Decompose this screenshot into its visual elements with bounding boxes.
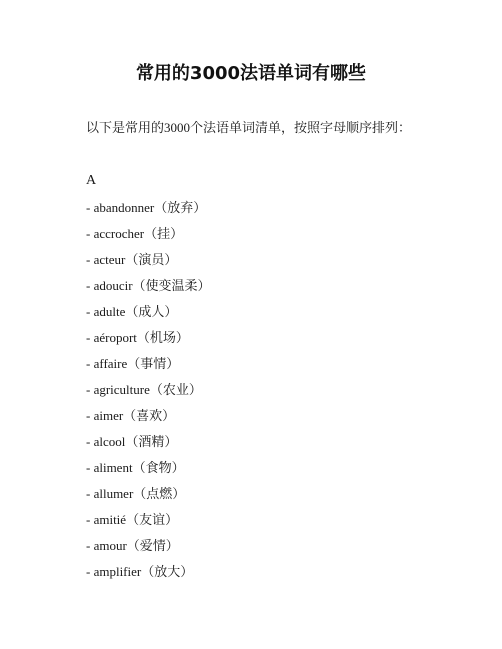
list-item: - aliment（食物）: [86, 460, 185, 475]
list-item: - acteur（演员）: [86, 252, 178, 267]
list-item: - allumer（点燃）: [86, 486, 186, 501]
word-list: [86, 199, 211, 589]
list-item: - alcool（酒精）: [86, 434, 178, 449]
list-item: - amplifier（放大）: [86, 564, 194, 579]
list-item: - amitié（友谊）: [86, 512, 179, 527]
list-item: - aéroport（机场）: [86, 330, 189, 345]
list-item: - adulte（成人）: [86, 304, 178, 319]
intro-paragraph: 以下是常用的3000个法语单词清单，按照字母顺序排列：: [86, 120, 412, 135]
document-title: 常用的3000法语单词有哪些: [135, 63, 367, 84]
list-item: - adoucir（使变温柔）: [86, 278, 211, 293]
list-item: - agriculture（农业）: [86, 382, 202, 397]
list-item: - amour（爱情）: [86, 538, 179, 553]
list-item: - affaire（事情）: [86, 356, 180, 371]
list-item: - aimer（喜欢）: [86, 408, 176, 423]
section-letter-heading: A: [86, 173, 97, 188]
list-item: - abandonner（放弃）: [86, 200, 207, 215]
list-item: - accrocher（挂）: [86, 226, 184, 241]
